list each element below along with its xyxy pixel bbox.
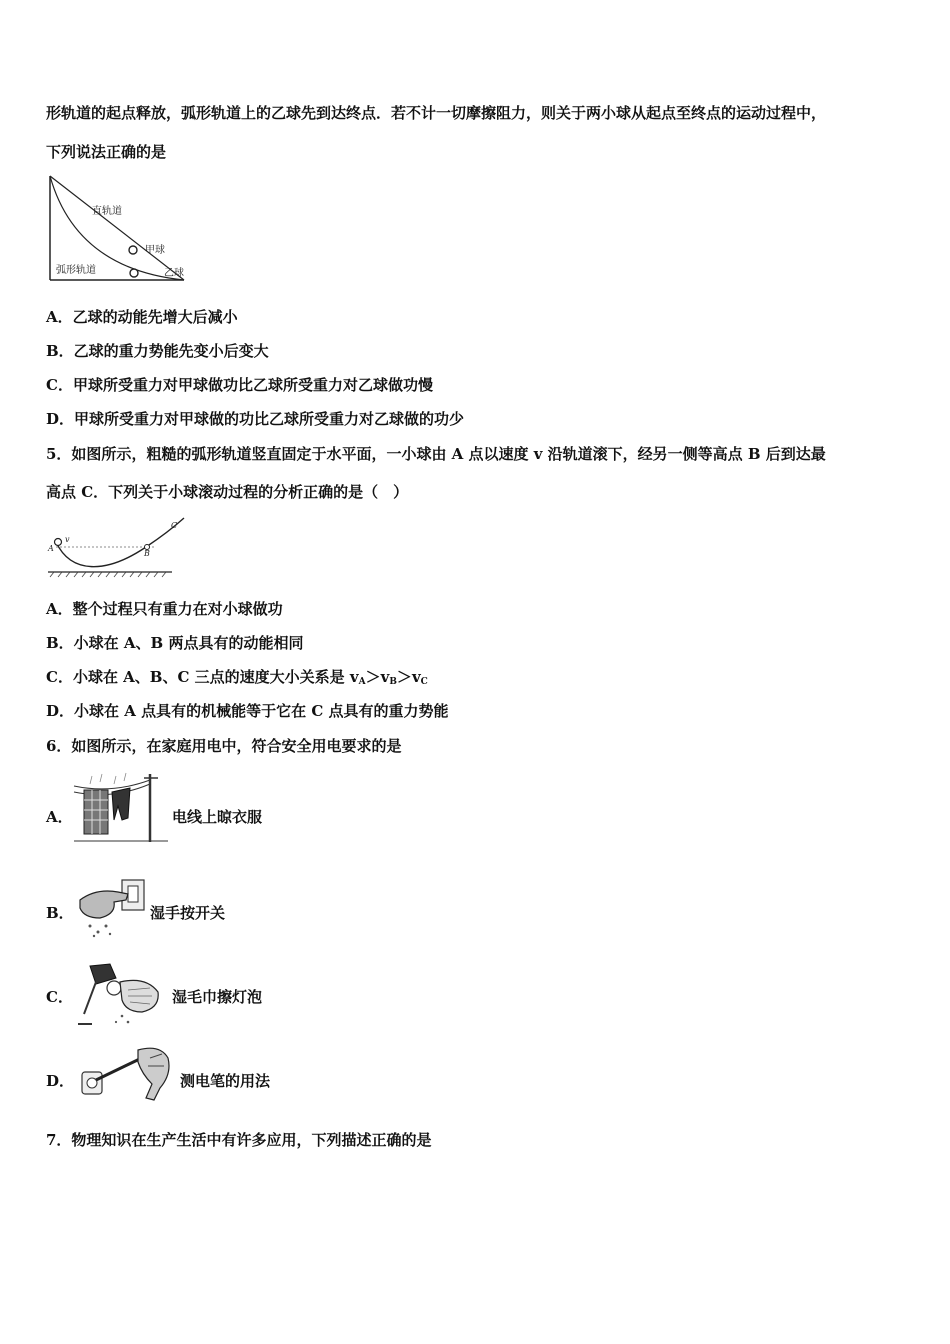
wet-towel-bulb-icon — [76, 962, 166, 1028]
q4-option-b: B．乙球的重力势能先变小后变大 — [46, 342, 269, 360]
label-ball-jia: 甲球 — [145, 245, 165, 256]
arc-diagram — [46, 512, 192, 578]
label-straight-track: 直轨道 — [92, 206, 122, 217]
q4-stem-line2: 下列说法正确的是 — [46, 143, 167, 161]
wet-hand-switch-icon — [76, 878, 148, 940]
q6-option-b-image — [76, 878, 148, 940]
label-b: B — [144, 549, 150, 558]
q4-option-d: D．甲球所受重力对甲球做的功比乙球所受重力对乙球做的功少 — [46, 410, 465, 428]
ball-jia — [129, 246, 137, 254]
q6-option-d-text: 测电笔的用法 — [180, 1072, 271, 1090]
q4-option-a: A．乙球的动能先增大后减小 — [46, 308, 238, 326]
label-a: A — [48, 544, 54, 553]
sub-a: A — [358, 677, 366, 687]
label-c: C — [171, 521, 178, 530]
q5-stem-line1: 5．如图所示，粗糙的弧形轨道竖直固定于水平面，一小球由 A 点以速度 v 沿轨道滚下，经另一侧等高点 B 后到达最 — [46, 445, 826, 463]
v-a: v — [349, 668, 359, 686]
sub-c: C — [420, 677, 428, 687]
q4-stem-line1: 形轨道的起点释放，弧形轨道上的乙球先到达终点．若不计一切摩擦阻力，则关于两小球从起点至终点的运动过程中， — [46, 104, 827, 122]
q6-option-a-text: 电线上晾衣服 — [172, 808, 263, 826]
q6-option-d-label: D． — [46, 1072, 75, 1090]
label-v: v — [65, 535, 70, 544]
q5-stem-line2: 高点 C．下列关于小球滚动过程的分析正确的是（ ） — [46, 483, 409, 501]
q5-option-d: D．小球在 A 点具有的机械能等于它在 C 点具有的重力势能 — [46, 702, 449, 720]
q6-option-c-image — [76, 962, 166, 1028]
q6-option-c-text: 湿毛巾擦灯泡 — [172, 988, 263, 1006]
q6-option-d-image — [76, 1044, 176, 1106]
q6-option-b-label: B． — [46, 904, 74, 922]
ball-yi — [130, 269, 138, 277]
q6-option-c-label: C． — [46, 988, 73, 1006]
q4-track-figure — [46, 174, 196, 286]
v-c: v — [411, 668, 421, 686]
q6-option-a-label: A． — [46, 808, 73, 826]
q4-option-c: C．甲球所受重力对甲球做功比乙球所受重力对乙球做功慢 — [46, 376, 433, 394]
q7-stem: 7．物理知识在生产生活中有许多应用，下列描述正确的是 — [46, 1131, 432, 1149]
label-ball-yi: 乙球 — [164, 268, 184, 279]
track-diagram — [46, 174, 196, 286]
q5-arc-figure — [46, 512, 192, 578]
clothes-on-wire-icon — [72, 770, 170, 844]
v-b: v — [380, 668, 390, 686]
q6-stem: 6．如图所示，在家庭用电中，符合安全用电要求的是 — [46, 737, 402, 755]
q5-option-c — [46, 666, 428, 687]
test-pen-icon — [76, 1044, 176, 1106]
sub-b: B — [389, 677, 397, 687]
q6-option-b-text: 湿手按开关 — [150, 904, 226, 922]
gt-1: ＞ — [365, 668, 381, 686]
label-arc-track: 弧形轨道 — [56, 265, 96, 276]
gt-2: ＞ — [396, 668, 412, 686]
q5-option-b: B．小球在 A、B 两点具有的动能相同 — [46, 634, 304, 652]
q6-option-a-image — [72, 770, 170, 844]
q5-option-c-prefix: C．小球在 A、B、C 三点的速度大小关系是 — [46, 668, 350, 686]
q5-option-a: A．整个过程只有重力在对小球做功 — [46, 600, 283, 618]
